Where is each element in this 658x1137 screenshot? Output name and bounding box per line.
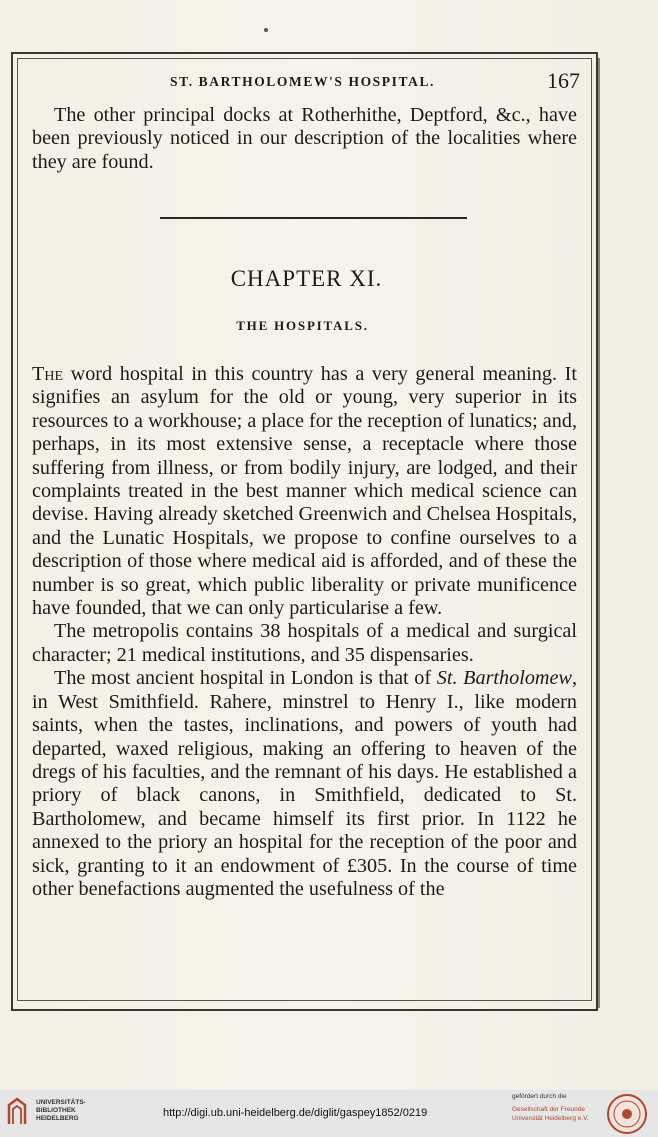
paragraph-2: The metropolis contains 38 hospitals of a medical and surgical character; 21 medical institutions, and 35 dispensaries. — [32, 620, 577, 666]
running-head-title: ST. BARTHOLOMEW'S HOSPITAL. — [170, 74, 436, 89]
paragraph-1-lead: The — [32, 363, 63, 385]
running-head — [30, 68, 580, 98]
chapter-subtitle: THE HOSPITALS. — [236, 318, 369, 333]
university-library-logo-icon — [6, 1097, 28, 1127]
paragraph-3 — [32, 667, 577, 901]
intro-paragraph: The other principal docks at Rotherhithe, Deptford, &c., have been previously noticed in our description of the localities where they are found. — [32, 104, 577, 173]
section-divider-rule — [160, 217, 467, 219]
library-name: UNIVERSITÄTS- BIBLIOTHEK HEIDELBERG — [36, 1099, 86, 1122]
paragraph-3-italic: St. Bartholomew — [436, 667, 572, 690]
ink-speck — [264, 28, 268, 32]
page-border-shadow — [598, 58, 600, 1008]
chapter-heading: CHAPTER XI. — [230, 266, 383, 291]
paragraph-1-text: word hospital in this country has a very general meaning. It signifies an asylum for the old or young, very superior in its resources to a workhouse; a place for the reception of lunatics; and, perhaps, in its most extensive sense, a receptacle where those suffering from illness, or from bodily injury, are lodged, and their complaints treated in the best manner which medical science can devise. Having already sketched Greenwich and Chelsea Hospitals, and the Lunatic Hospitals, we propose to confine ourselves to a description of those where medical aid is afforded, and of these the number is so great, which public liberality or private munificence have founded, that we can only particularise a few. — [32, 363, 577, 620]
sponsor-label: gefördert durch die — [512, 1093, 567, 1100]
permalink-url[interactable]: http://digi.ub.uni-heidelberg.de/diglit/gaspey1852/0219 — [163, 1107, 428, 1119]
page-number: 167 — [547, 68, 580, 93]
paragraph-1 — [32, 363, 577, 620]
sponsor-name: Gesellschaft der Freunde Universität Heidelberg e.V. — [512, 1106, 589, 1122]
paragraph-3-text-a: The most ancient hospital in London is that of — [54, 667, 437, 690]
paragraph-3-text-b: , in West Smithfield. Rahere, minstrel to Henry I., like modern saints, when the tastes, inclinations, and powers of youth had departed, waxed religious, making an offering to heaven of the dregs of his faculties, and the remnant of his days. He established a priory of black canons, in Smithfield, dedicated to St. Bartholomew, and became himself its first prior. In 1122 he annexed to the priory an hospital for the reception of the poor and sick, granting to it an endowment of £305. In the course of time other benefactions augmented the usefulness of the — [32, 667, 577, 900]
digitization-footer — [0, 1090, 658, 1137]
chapter-body — [32, 363, 577, 901]
intro-paragraph-block — [32, 104, 577, 174]
sponsor-seal-icon — [606, 1093, 648, 1135]
